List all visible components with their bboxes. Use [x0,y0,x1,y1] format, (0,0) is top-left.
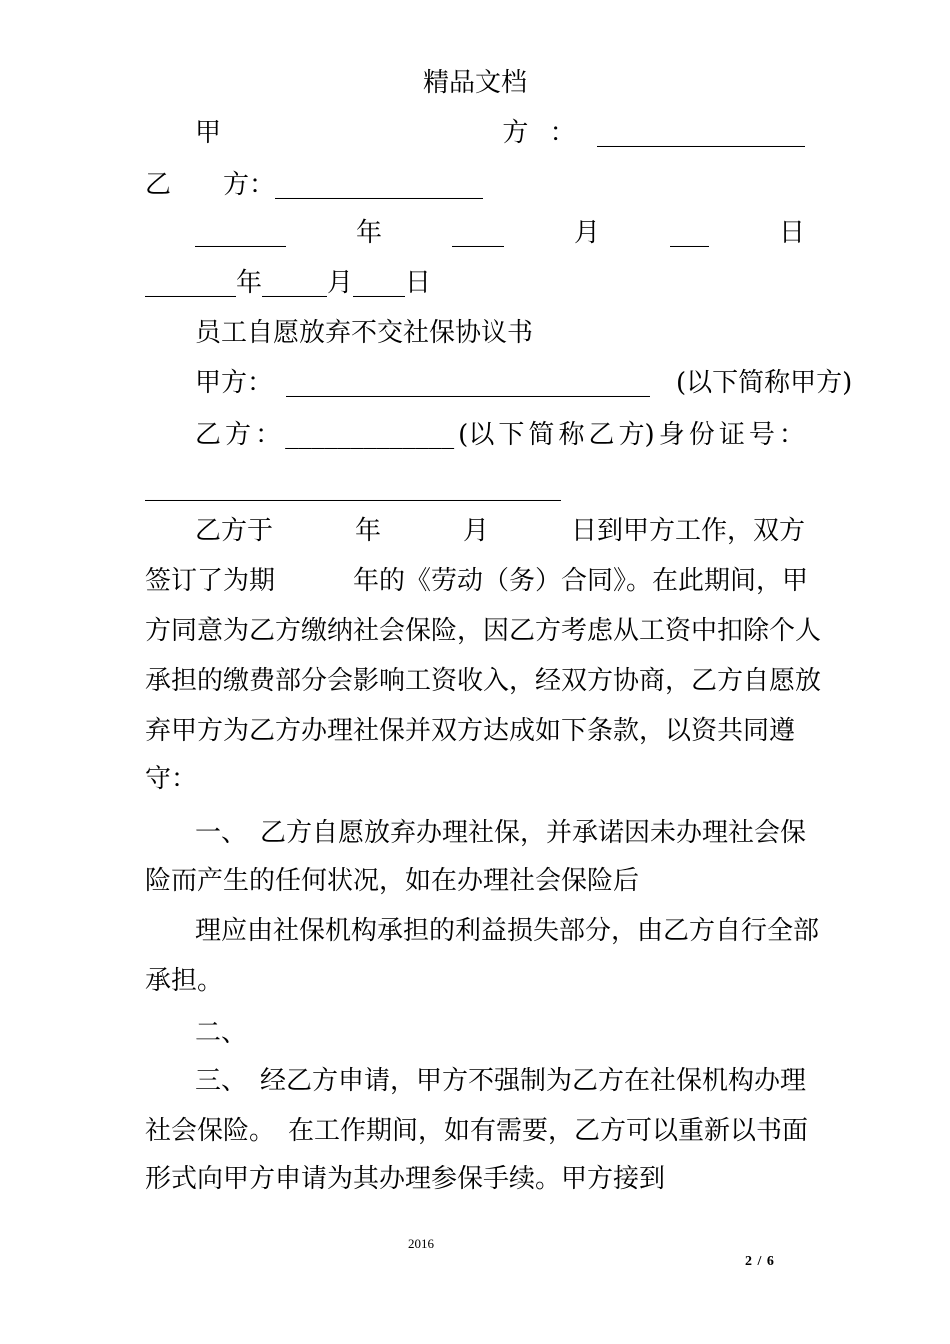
clause-1-line: 一、 乙方自愿放弃办理社保，并承诺因未办理社会保 [195,818,807,848]
party-b-text: 乙 [195,420,222,450]
date-text: 年 [355,218,382,248]
party-b-text: 号 [748,420,775,450]
sign-text: 甲 [195,118,222,148]
page-number: 2 / 6 [745,1254,775,1269]
paragraph-line: 承担的缴费部分会影响工资收入，经双方协商，乙方自愿放 [145,666,822,696]
party-b-text: (以 [458,420,495,450]
party-a-sign-row [195,118,805,148]
intro-text: 月 [462,516,489,546]
party-b-row [195,420,805,450]
intro-text: 年 [354,516,381,546]
paragraph-line: 弃甲方为乙方办理社保并双方达成如下条款，以资共同遵 [145,716,796,746]
intro-text: 日到甲方工作，双方 [570,516,805,546]
clause-1-line: 险而产生的任何状况，如在办理社会保险后 [145,866,640,896]
clause-1-cont-line: 理应由社保机构承担的利益损失部分，由乙方自行全部 [195,916,820,946]
party-b-text: ： [778,420,805,450]
party-b-sign-line: 乙 方：________________ [145,170,484,200]
party-b-text: 简 [528,420,555,450]
date-text: 月 [573,218,600,248]
date-line-2: _______年_____月____日 [145,268,432,298]
clause-3-line: 社会保险。 在工作期间，如有需要，乙方可以重新以书面 [145,1116,809,1146]
party-b-blank: _____________ [285,420,455,450]
page-header: 精品文档 [422,68,527,98]
party-b-text: 方 [225,420,252,450]
clause-3-line: 形式向甲方申请为其办理参保手续。甲方接到 [145,1164,666,1194]
party-b-text: 下 [498,420,525,450]
clause-2-line: 二、 [195,1018,248,1048]
date-blank: ____ [451,218,504,248]
party-b-text: ： [255,420,282,450]
intro-first-row [195,516,805,546]
date-blank: _______ [195,218,286,248]
document-title: 员工自愿放弃不交社保协议书 [195,318,534,348]
sign-blank: ________________ [596,118,805,148]
paragraph-line: 签订了为期 年的《劳动（务）合同》。在此期间，甲 [145,566,809,596]
party-b-text: 份 [688,420,715,450]
clause-3-line: 三、 经乙方申请，甲方不强制为乙方在社保机构办理 [195,1066,807,1096]
party-b-text: 称 [558,420,585,450]
paragraph-line: 方同意为乙方缴纳社会保险，因乙方考虑从工资中扣除个人 [145,616,822,646]
party-b-text: 方) [618,420,655,450]
intro-text: 乙方于 [195,516,274,546]
id-number-blank: ________________________________ [145,472,561,502]
party-b-text: 身 [658,420,685,450]
sign-text: 方 [502,118,529,148]
date-row-1 [195,218,805,248]
sign-text: ： [549,118,576,148]
footer-year: 2016 [408,1236,434,1251]
paragraph-line: 守： [145,764,198,794]
date-text: 日 [778,218,805,248]
party-b-text: 证 [718,420,745,450]
party-a-line: 甲方： ____________________________ (以下简称甲方) [195,368,853,398]
date-blank: ___ [669,218,709,248]
clause-1-cont-line: 承担。 [145,966,224,996]
party-b-text: 乙 [588,420,615,450]
